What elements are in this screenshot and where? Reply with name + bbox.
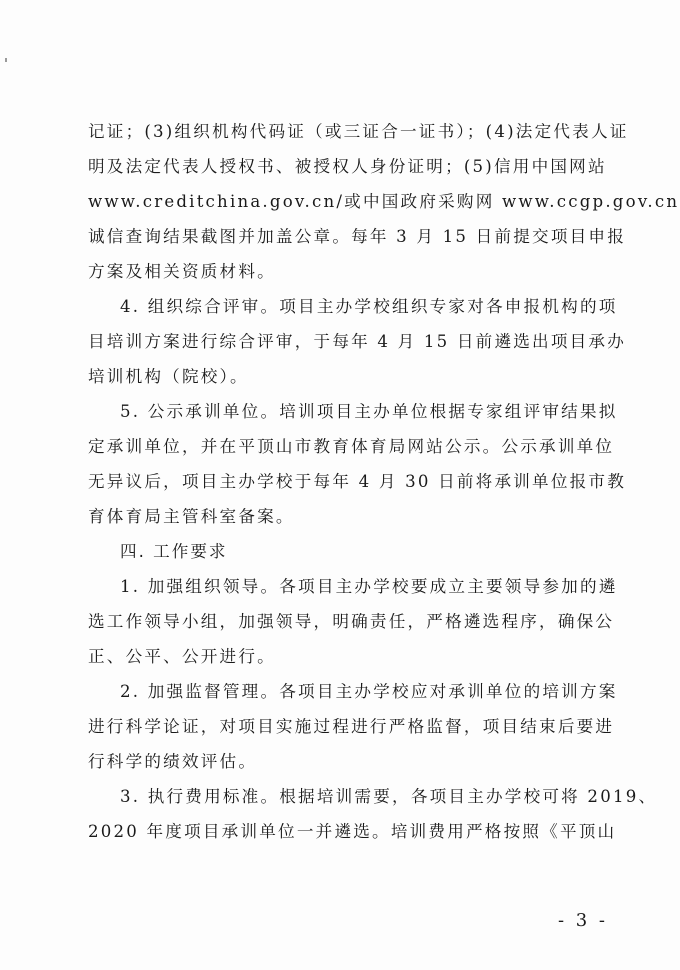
text-line: 正、公平、公开进行。 bbox=[88, 647, 276, 666]
paragraph-req-3-first-line: 3. 执行费用标准。根据培训需要，各项目主办学校可将 2019、 bbox=[120, 787, 658, 806]
text-line: 明及法定代表人授权书、被授权人身份证明；(5)信用中国网站 bbox=[88, 157, 607, 176]
paragraph-item-5-first-line: 5. 公示承训单位。培训项目主办单位根据专家组评审结果拟 bbox=[120, 402, 618, 421]
text-line: 进行科学论证，对项目实施过程进行严格监督，项目结束后要进 bbox=[88, 717, 615, 736]
paragraph-req-1-first-line: 1. 加强组织领导。各项目主办学校要成立主要领导参加的遴 bbox=[120, 577, 618, 596]
text-line: 无异议后，项目主办学校于每年 4 月 30 日前将承训单位报市教 bbox=[88, 472, 627, 491]
paragraph-item-4-first-line: 4. 组织综合评审。项目主办学校组织专家对各申报机构的项 bbox=[120, 297, 618, 316]
page-number: - 3 - bbox=[557, 910, 608, 931]
text-line: 育体育局主管科室备案。 bbox=[88, 507, 295, 526]
text-line: 诚信查询结果截图并加盖公章。每年 3 月 15 日前提交项目申报 bbox=[88, 227, 627, 246]
section-heading: 四. 工作要求 bbox=[120, 542, 228, 561]
text-line: 记证；(3)组织机构代码证（或三证合一证书）；(4)法定代表人证 bbox=[88, 122, 629, 141]
text-line: 2020 年度项目承训单位一并遴选。培训费用严格按照《平顶山 bbox=[88, 822, 617, 841]
text-line: 方案及相关资质材料。 bbox=[88, 262, 276, 281]
text-line: 选工作领导小组，加强领导，明确责任，严格遴选程序，确保公 bbox=[88, 612, 615, 631]
paragraph-req-2-first-line: 2. 加强监督管理。各项目主办学校应对承训单位的培训方案 bbox=[120, 682, 618, 701]
text-line: 目培训方案进行综合评审，于每年 4 月 15 日前遴选出项目承办 bbox=[88, 332, 627, 351]
text-line: 定承训单位，并在平顶山市教育体育局网站公示。公示承训单位 bbox=[88, 437, 615, 456]
text-line: 行科学的绩效评估。 bbox=[88, 752, 258, 771]
text-line: 培训机构（院校）。 bbox=[88, 367, 249, 386]
scan-artifact-mark bbox=[5, 58, 7, 62]
text-line: www.creditchina.gov.cn/或中国政府采购网 www.ccgp.gov.cn bbox=[88, 192, 680, 211]
